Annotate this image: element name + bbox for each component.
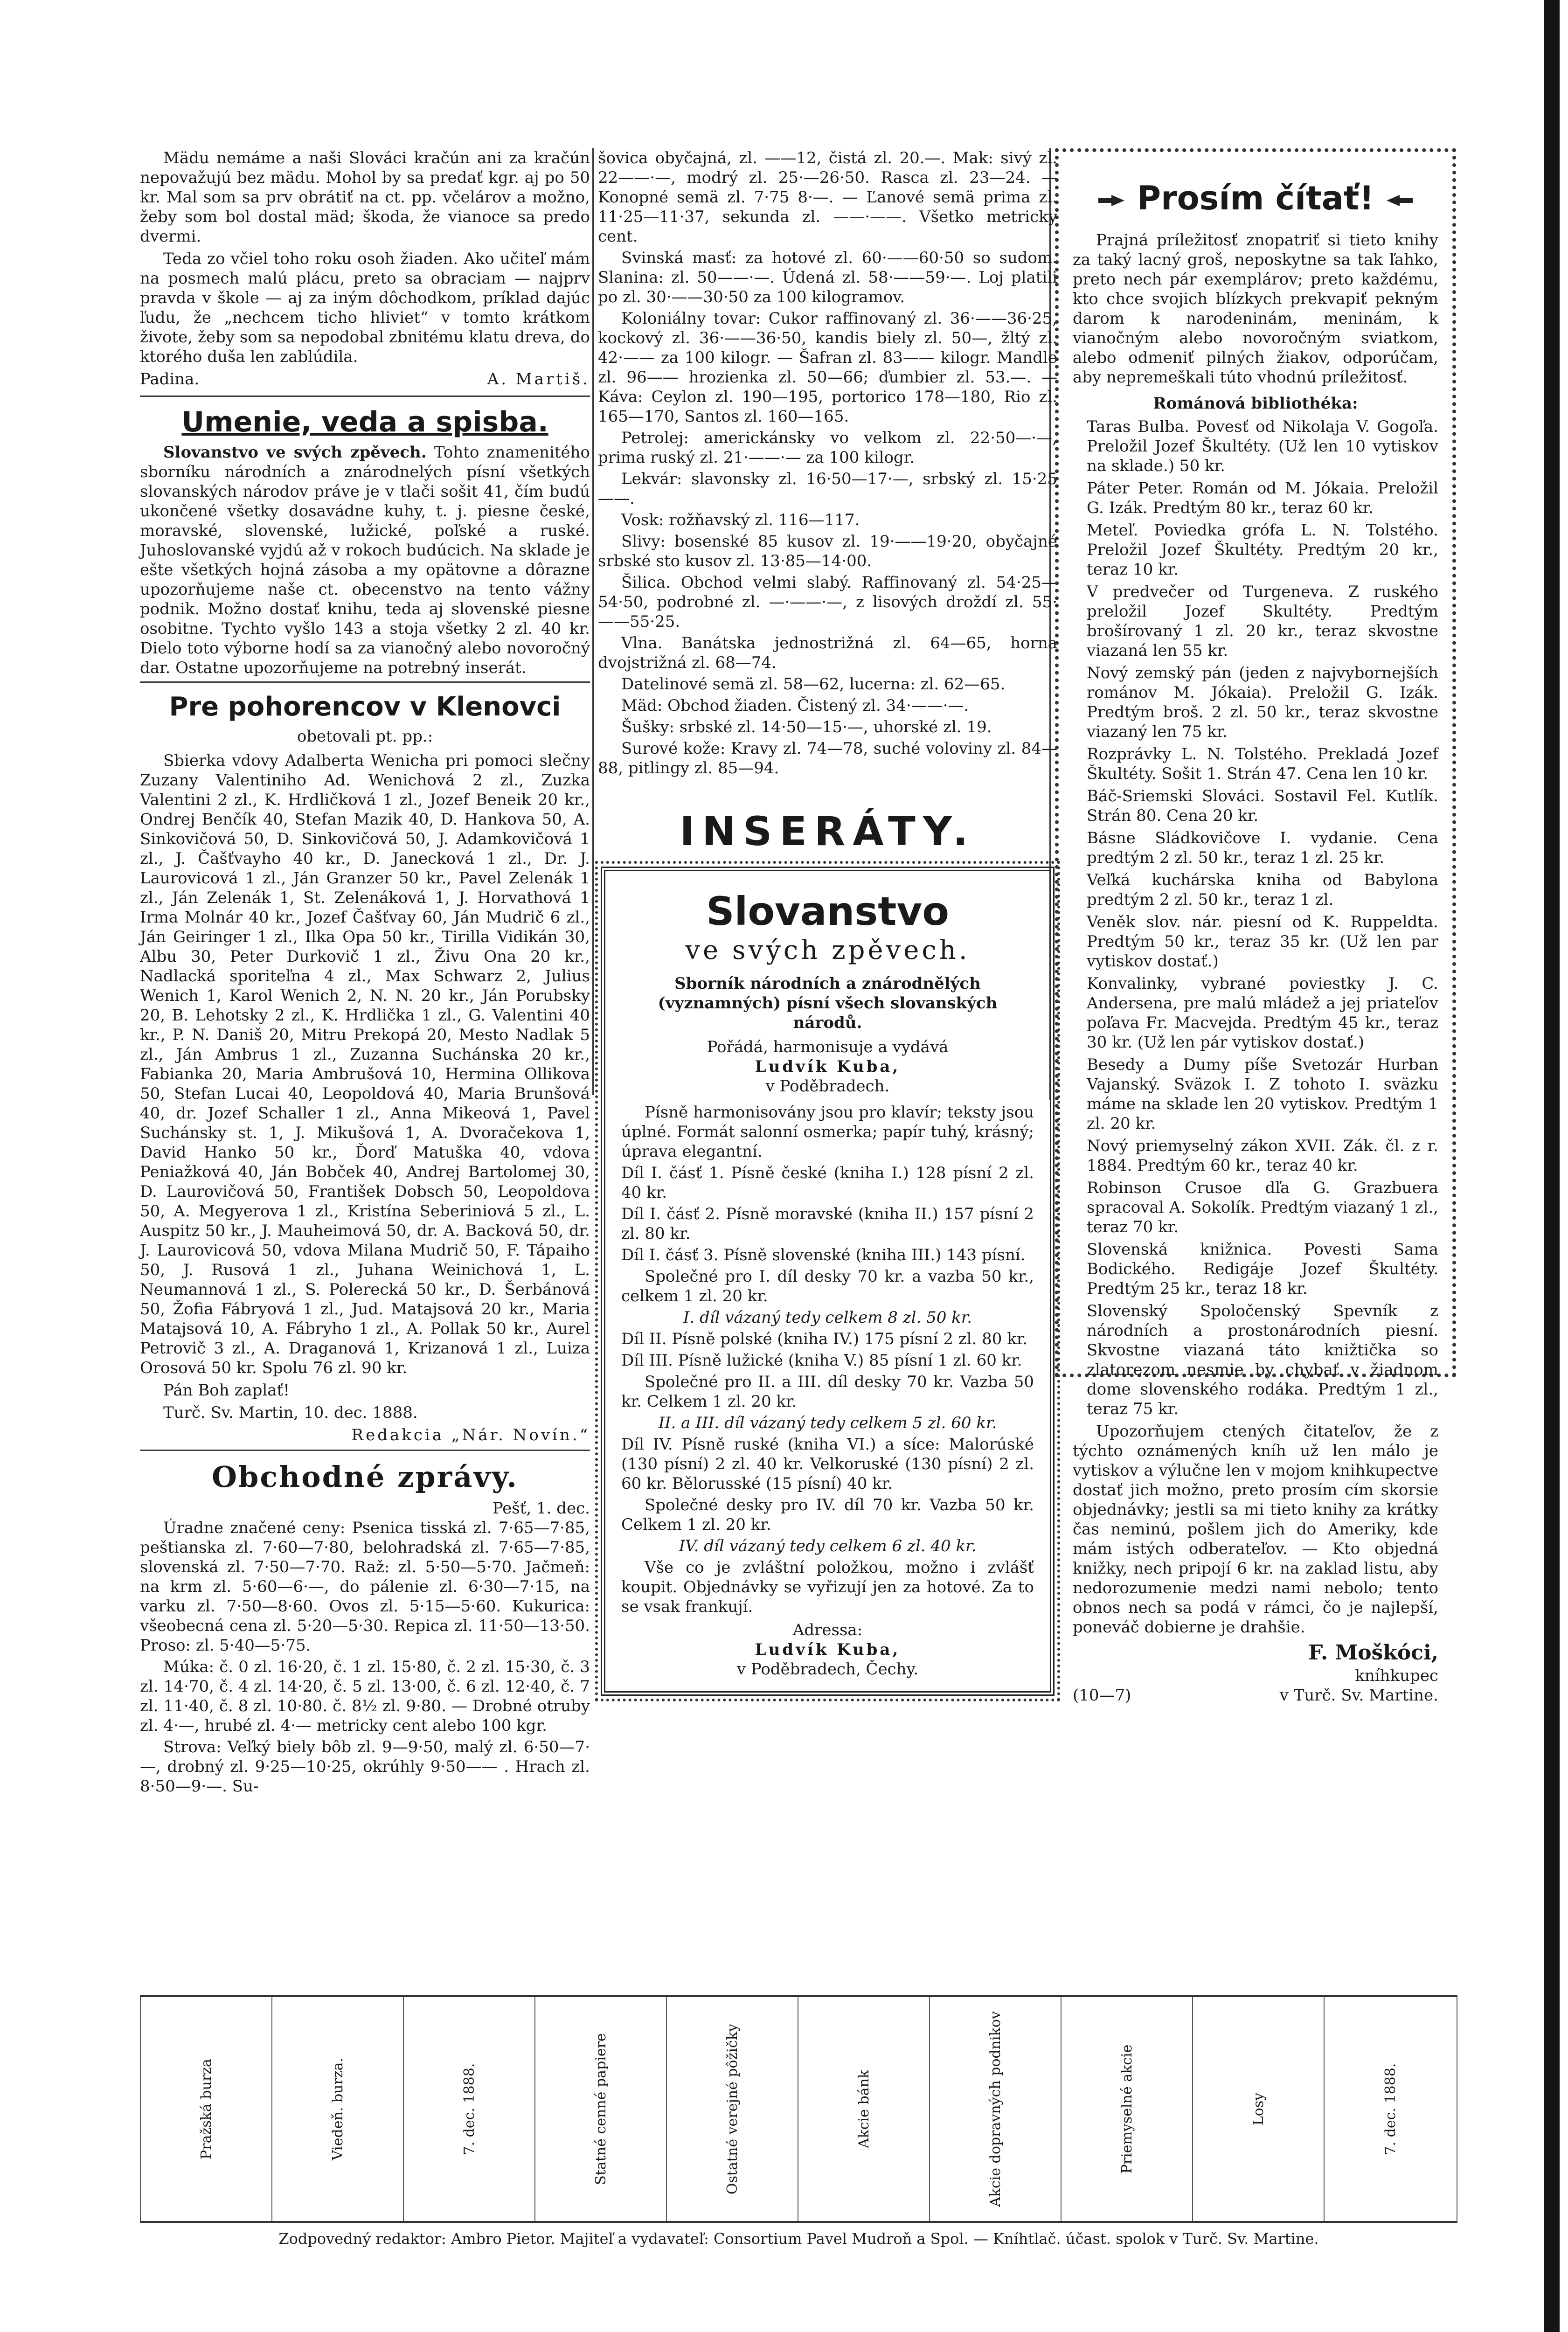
market-paragraph: Mäd: Obchod žiaden. Čistený zl. 34·——·—. <box>621 696 969 715</box>
ad-part: Díl I. čásť 2. Písně moravské (kniha II.) 157 písní 2 zl. 80 kr. <box>621 1205 1034 1243</box>
ad-description: Sborník národních a znárodnělých (vyznamných) písní všech slovanských národů. <box>658 974 998 1032</box>
catalog-item: Veľká kuchárska kniha od Babylona predtým 2 zl. 50 kr., teraz 1 zl. <box>1087 871 1438 909</box>
library-title: Románová bibliothéka: <box>1153 394 1358 413</box>
stock-table <box>140 1995 1457 2223</box>
column-right <box>1055 148 1456 1705</box>
ad-subtitle: ve svých zpěvech. <box>685 935 970 965</box>
imprint-footer: Zodpovedný redaktor: Ambro Pietor. Majiteľ a vydavateľ: Consortium Pavel Mudroň a Spol. — Kníhtlač. účast. spolok v Turč. Sv. Martine. <box>278 2230 1319 2248</box>
catalog-item: Báč-Sriemski Slováci. Sostavil Fel. Kutlík. Strán 80. Cena 20 kr. <box>1087 787 1438 825</box>
market-paragraph: Úradne značené ceny: Psenica tisská zl. 7·65—7·85, peštianska zl. 7·60—7·80, belohradská zl. 7·65—7·85, slovenská zl. 7·50—7·70. Raž: zl. 5·50—5·70. Jačmeň: na krm zl. 5·60—6·—, do pálenie zl. 6·30—7·15, na varku zl. 7·50—8·60. Ovos zl. 5·15—5·60. Kukurica: všeobecná cena zl. 5·20—5·30. Repica zl. 11·50—13·50. Proso: zl. 5·40—5·75. <box>140 1519 590 1655</box>
stock-table-header: 7. dec. 1888. <box>461 2063 478 2155</box>
ad-part: Společné pro II. a III. díl desky 70 kr. Vazba 50 kr. Celkem 1 zl. 20 kr. <box>621 1373 1034 1411</box>
section-divider <box>140 681 590 683</box>
catalog-item: V predvečer od Turgeneva. Z ruského preložil Jozef Skultéty. Predtým brošírovaný 1 zl. 20 kr., teraz skvostne viazaná len 55 kr. <box>1087 583 1438 660</box>
stock-table-column <box>798 1997 930 2221</box>
market-paragraph: Strova: Veľký biely bôb zl. 9—9·50, malý zl. 6·50—7·—, drobný zl. 9·25—10·25, okrúhly 9·50—— . Hrach zl. 8·50—9·—. Su- <box>140 1738 590 1796</box>
ad-part: Díl III. Písně lužické (kniha V.) 85 písní 1 zl. 60 kr. <box>621 1351 1022 1370</box>
column-middle <box>598 148 1057 1696</box>
section-divider <box>140 1450 590 1451</box>
market-paragraph: Svinská masť: za hotové zl. 60·——60·50 so sudom. Slanina: zl. 50——·—. Údená zl. 58·——59·—. Loj platili po zl. 30·——30·50 za 100 kilogramov. <box>598 249 1057 306</box>
ad-address-name: Ludvík Kuba, <box>755 1640 901 1659</box>
market-paragraph: Slivy: bosenské 85 kusov zl. 19·——19·20, obyčajné srbské sto kusov zl. 13·85—14·00. <box>598 532 1057 570</box>
ad-part: Díl I. čásť 3. Písně slovenské (kniha III.) 143 písní. <box>621 1246 1026 1264</box>
umenie-title: Umenie, veda a spisba. <box>181 406 548 438</box>
pohorencov-sig-name: Redakcia „Nár. Novín.“ <box>351 1426 590 1444</box>
stock-table-header: 7. dec. 1888. <box>1382 2063 1399 2155</box>
ad-editor-intro: Pořádá, harmonisuje a vydává <box>707 1038 949 1056</box>
ad-address-place: v Poděbradech, Čechy. <box>736 1660 919 1679</box>
stock-table-column <box>666 1997 798 2221</box>
slovanstvo-ad <box>601 867 1055 1696</box>
pohorencov-sig-place: Turč. Sv. Martin, 10. dec. 1888. <box>163 1403 418 1422</box>
intro-paragraph: Teda zo včiel toho roku osoh žiaden. Ako učiteľ mám na posmech malú plácu, preto sa obraciam — najprv pravda v škole — aj za iným dôchodkom, príklad dajúc ľudu, že „nechcem ticho hliviet“ v tomto krátkom živote, žeby som sa nepodobal zbnitému klatu dreva, do ktorého duša len zablúdila. <box>140 250 590 366</box>
stock-table-column <box>1061 1997 1193 2221</box>
pointing-hand-icon <box>1097 193 1125 208</box>
ad-part: Díl IV. Písně ruské (kniha VI.) a síce: Malorúské (130 písní) 2 zl. 40 kr. Velkoruské (130 písní) 2 zl. 60 kr. Bělorusské (15 písní) 40 kr. <box>621 1435 1034 1493</box>
ad-sign-name: F. Moškóci, <box>1308 1641 1438 1665</box>
stock-table-header: Pražská burza <box>198 2059 215 2159</box>
market-paragraph: Šušky: srbské zl. 14·50—15·—, uhorské zl. 19. <box>621 718 992 736</box>
prosim-title-text: Prosím čítať! <box>1137 179 1374 217</box>
ad-part: Společné desky pro IV. díl 70 kr. Vazba 50 kr. Celkem 1 zl. 20 kr. <box>621 1496 1034 1534</box>
ad-title: Slovanstvo <box>706 888 949 934</box>
stock-table-column <box>1324 1997 1457 2221</box>
obchodne-place: Pešť, 1. dec. <box>492 1499 590 1518</box>
ad-editor-place: v Poděbradech. <box>765 1077 890 1096</box>
stock-table-header: Akcie bánk <box>856 2069 872 2149</box>
notice-text: Upozorňujem ctených čitateľov, že z týchto oznámených kníh už len málo je vytiskov a výlučne len v mojom knihkupectve dostať jich možno, preto prosím cím skorsie objednávky; jestli sa mi tieto knihy za krátky čas neminú, pošlem jich do Ameriky, kde mám istých odberateľov. — Kto objedná knižky, nech pripojí 6 kr. na zaklad listu, aby nedorozumenie medzi nami nebolo; tento obnos nech sa podá v rámci, čo je najlepší, poneváč dobierne je drahšie. <box>1073 1422 1438 1637</box>
market-paragraph: šovica obyčajná, zl. ——12, čistá zl. 20.—. Mak: sivý zl. 22——·—, modrý zl. 25·—26·50. Rasca zl. 23—24. — Konopné semä zl. 7·75 8·—. — Ľanové semä prima zl. 11·25—11·37, sekunda zl. ——·——. Všetko metricky cent. <box>598 149 1057 246</box>
catalog-item: Nový zemský pán (jeden z najvybornejších románov M. Jókaia). Preložil G. Izák. Predtým broš. 2 zl. 50 kr., teraz skvostne viazaný len 75 kr. <box>1087 664 1438 741</box>
stock-table-column <box>534 1997 667 2221</box>
stock-table-column <box>929 1997 1062 2221</box>
market-paragraph: Datelinové semä zl. 58—62, lucerna: zl. 62—65. <box>621 675 1006 694</box>
ad-part: Díl I. čásť 1. Písně české (kniha I.) 128 písní 2 zl. 40 kr. <box>621 1164 1034 1202</box>
catalog-item: Besedy a Dumy píše Svetozár Hurban Vajanský. Sväzok I. Z tohoto I. sväzku máme na sklade len 20 vytiskov. Predtým 1 zl. 20 kr. <box>1087 1055 1438 1133</box>
catalog-item: Básne Sládkovičove I. vydanie. Cena predtým 2 zl. 50 kr., teraz 1 zl. 25 kr. <box>1087 829 1438 867</box>
column-rule-left <box>592 148 594 1095</box>
catalog-item: Slovenská knižnica. Povesti Sama Bodického. Redigáje Jozef Škultéty. Predtým 25 kr., teraz 18 kr. <box>1087 1240 1438 1298</box>
ad-sign-place: v Turč. Sv. Martine. <box>1279 1686 1438 1705</box>
catalog-item: Konvalinky, vybrané poviestky J. C. Andersena, pre malú mládež a jej priateľov poľava Fr. Macvejda. Predtým 45 kr., teraz 30 kr. (Už len pár vytiskov dostať.) <box>1087 974 1438 1052</box>
ad-part: Díl II. Písně polské (kniha IV.) 175 písní 2 zl. 80 kr. <box>621 1330 1028 1348</box>
catalog-item: Veněk slov. nár. piesní od K. Ruppeldta. Predtým 50 kr., teraz 35 kr. (Už len par vytiskov dostať.) <box>1087 913 1438 971</box>
page-edge <box>1544 0 1560 2332</box>
market-paragraph: Vosk: rožňavský zl. 116—117. <box>621 511 860 529</box>
market-paragraph: Vlna. Banátska jednostrižná zl. 64—65, horna dvojstrižná zl. 68—74. <box>598 634 1057 672</box>
stock-table-header: Akcie dopravných podnikov <box>987 2011 1004 2207</box>
stock-table-column <box>140 1997 272 2221</box>
inserate-title: INSERÁTY. <box>680 808 976 855</box>
prosim-title <box>1073 177 1438 219</box>
stock-table-header: Ostatné verejné pôžičky <box>724 2024 741 2194</box>
ad-part: Společné pro I. díl desky 70 kr. a vazba 50 kr., celkem 1 zl. 20 kr. <box>621 1267 1034 1305</box>
stock-table-column <box>271 1997 404 2221</box>
market-paragraph: Surové kože: Kravy zl. 74—78, suché voloviny zl. 84—88, pitlingy zl. 85—94. <box>598 739 1057 777</box>
stock-table-header: Statné cenné papiere <box>593 2033 609 2185</box>
prosim-text: Prajná príležitosť znopatriť si tieto knihy za taký lacný groš, neposkytne sa tak ľahko, preto nech pár exemplárov; preto každému, kto chce svojich blízkych prekvapiť pekným darom k narodeninám, meninám, k vianočným alebo novoročným sviatkom, alebo odmeniť pilných žiakov, odporúčam, aby nepremeškali túto vhodnú príležitosť. <box>1073 231 1438 387</box>
ad-description-2: Písně harmonisovány jsou pro klavír; teksty jsou úplné. Formát salonní osmerka; papír tuhý, krásný; úprava elegantní. <box>621 1103 1034 1161</box>
ad-part: II. a III. díl vázaný tedy celkem 5 zl. 60 kr. <box>658 1414 997 1432</box>
ad-address-label: Adressa: <box>792 1621 863 1639</box>
pohorencov-sub: obetovali pt. pp.: <box>297 727 433 746</box>
catalog-item: Slovenský Spoločenský Spevník z národních a prostonárodních piesní. Skvostne viazaná táto knižtička so zlatorezom nesmie by chybať v žiadnom dome slovenského rodáka. Predtým 1 zl., teraz 75 kr. <box>1087 1302 1438 1418</box>
market-paragraph: Šilica. Obchod velmi slabý. Raffinovaný zl. 54·25—54·50, podrobné zl. —·——·—, z lisových droždí zl. 55·——55·25. <box>598 573 1057 631</box>
stock-table-column <box>403 1997 535 2221</box>
umenie-lead: Slovanstvo ve svých zpěvech. <box>163 443 427 462</box>
intro-sig-name: A. Martiš. <box>487 370 590 389</box>
ad-sign-role: kníhkupec <box>1355 1666 1438 1685</box>
ad-part: I. díl vázaný tedy celkem 8 zl. 50 kr. <box>683 1308 972 1327</box>
intro-paragraph: Mädu nemáme a naši Slováci kračún ani za kračún nepovažujú bez mädu. Mohol by sa predať kgr. aj po 50 kr. Mal som sa prv obrátiť na ct. pp. včelárov a možno, žeby som bol dostal mäd; škoda, že vianoce sa predo dvermi. <box>140 149 590 246</box>
market-paragraph: Lekvár: slavonsky zl. 16·50—17·—, srbský zl. 15·25——. <box>598 470 1057 508</box>
intro-signature <box>140 369 590 389</box>
stock-table-header: Viedeň. burza. <box>330 2058 346 2160</box>
obchodne-title: Obchodné zprávy. <box>212 1460 518 1494</box>
pointing-hand-icon <box>1386 193 1414 208</box>
intro-sig-place: Padina. <box>140 370 200 389</box>
catalog-item: Páter Peter. Román od M. Jókaia. Preložil G. Izák. Predtým 80 kr., teraz 60 kr. <box>1087 479 1438 517</box>
bookseller-ad <box>1055 148 1456 1705</box>
pohorencov-text: Sbierka vdovy Adalberta Wenicha pri pomoci slečny Zuzany Valentiniho Ad. Wenichová 2 zl., Zuzka Valentini 2 zl., K. Hrdličková 1 zl., Jozef Beneik 20 kr., Ondrej Benčík 40, Stefan Mazik 40, D. Hankova 50, A. Sinkovičová 50, D. Sinkovičová 50, J. Adamkovičová 1 zl., J. Čašťvayho 40 kr., D. Janecková 1 zl., Dr. J. Laurovicová 1 zl., Ján Granzer 50 kr., Pavel Zelenák 1 zl., Ján Zelenák 1, St. Zelenáková 1, J. Horvathová 1 Irma Molnár 40 kr., Jozef Čašťvay 60, Ján Mudrič 6 zl., Ján Geiringer 1 zl., Ilka Opa 50 kr., Tirilla Vidikán 30, Albu 30, Peter Durkovič 1 zl., Živu Ona 20 kr., Nadlacká sporiteľna 4 zl., Max Schwarz 2, Julius Wenich 1, Karol Wenich 2, N. N. 20 kr., Ján Porubsky 20, B. Lehotsky 2 zl., K. Hrdlička 1 zl., G. Valentini 40 kr., P. N. Daniš 20, Mitru Prekopá 20, Mesto Nadlak 5 zl., Ján Ambrus 1 zl., Zuzanna Suchánska 20 kr., Fabianka 20, Maria Ambrušová 10, Hermina Ollikova 50, Stefan Lucai 40, Leopoldová 40, Maria Brunšová 40, dr. Jozef Schaller 1 zl., Anna Mikeová 1, Pavel Suchánsky st. 1, J. Mikušová 1, A. Dvoračekova 1, David Hanko 50 kr., Ďorď Matuška 40, vdova Peniažková 40, Ján Bobček 40, Andrej Bartolomej 30, D. Laurovičová 50, František Dobsch 50, Leopoldova 50, A. Megyerova 1 zl., Kristína Seberiniová 5 zl., L. Auspitz 50 kr., J. Mauheimová 50, dr. A. Backová 50, dr. J. Laurovicová 50, vdova Milana Mudrič 50, F. Tápaiho 50, J. Rusová 1 zl., Juhana Weinichová 1, L. Neumannová 1 zl., S. Polerecká 50 kr., D. Šerbánová 50, Žofia Fábryová 1 zl., Jud. Matajsová 20 kr., Maria Matajsová 10, A. Fábryho 1 zl., A. Pollak 50 kr., Aurel Petrovič 3 zl., A. Draganová 1, Krizanová 1 zl., Luiza Orosová 50 kr. Spolu 76 zl. 90 kr. <box>140 751 590 1377</box>
stock-table-header: Losy <box>1250 2092 1267 2126</box>
catalog-item: Rozprávky L. N. Tolstého. Prekladá Jozef Škultéty. Sošit 1. Strán 47. Cena len 10 kr. <box>1087 745 1438 783</box>
market-paragraph: Petrolej: americkánsky vo velkom zl. 22·50—·—, prima ruský zl. 21·——·— za 100 kilogr. <box>598 429 1057 467</box>
catalog-item: Nový priemyselný zákon XVII. Zák. čl. z r. 1884. Predtým 60 kr., teraz 40 kr. <box>1087 1137 1438 1175</box>
ad-part: IV. díl vázaný tedy celkem 6 zl. 40 kr. <box>679 1537 977 1555</box>
catalog-item: Meteľ. Poviedka grófa L. N. Tolstého. Preložil Jozef Škultéty. Predtým 20 kr., teraz 10 kr. <box>1087 521 1438 579</box>
catalog-item: Taras Bulba. Povesť od Nikolaja V. Gogoľa. Preložil Jozef Škultéty. (Už len 10 vytiskov na sklade.) 50 kr. <box>1087 417 1438 475</box>
pohorencov-thanks: Pán Boh zaplať! <box>163 1381 290 1400</box>
column-left <box>140 148 590 1798</box>
market-paragraph: Koloniálny tovar: Cukor raffinovaný zl. 36·——36·25, kockový zl. 36·——36·50, kandis biely zl. 50—, žltý zl. 42·—— za 100 kilogr. — Šafran zl. 83—— kilogr. Mandle zl. 96—— hrozienka zl. 50—66; ďumbier zl. 53.—. — Káva: Ceylon zl. 190—195, portorico 178—180, Rio zl. 165—170, Santos zl. 160—165. <box>598 309 1057 426</box>
ad-part: Vše co je zvláštní položkou, možno i zvlášť koupit. Objednávky se vyřizují jen za hotové. Za to se vsak frankují. <box>621 1558 1034 1616</box>
pohorencov-title: Pre pohorencov v Klenovci <box>169 692 561 722</box>
ad-editor: Ludvík Kuba, <box>755 1057 901 1076</box>
stock-table-column <box>1192 1997 1325 2221</box>
catalog-item: Robinson Crusoe dľa G. Grazbuera spracoval A. Sokolík. Predtým viazaný 1 zl., teraz 70 kr. <box>1087 1179 1438 1236</box>
ad-sign-line <box>1073 1686 1438 1705</box>
umenie-text: Tohto znamenitého sborníku národních a znárodnelých písní všetkých slovanských národov práve je v tlači sošit 41, čím budú ukončené všetky dosavádne kuhy, t. j. piesne české, moravské, slovenské, lužické, poľské a ruské. Juhoslovanské vyjdú až v rokoch budúcich. Na sklade je ešte všetkých hojná zásoba a my opätovne a dôrazne upozorňujeme naše ct. obecenstvo na tento vážny podnik. Možno dostať knihu, teda aj slovenské piesne osobitne. Tychto vyšlo 143 a stoja všetky 2 zl. 40 kr. Dielo toto výborne hodí sa za vianočný alebo novoročný dar. Ostatne upozorňujeme na potrebný inserát. <box>140 443 590 677</box>
market-paragraph: Múka: č. 0 zl. 16·20, č. 1 zl. 15·80, č. 2 zl. 15·30, č. 3 zl. 14·70, č. 4 zl. 14·20, č. 5 zl. 13·00, č. 6 zl. 12·40, č. 7 zl. 11·40, č. 8 zl. 10·80. č. 8½ zl. 9·80. — Drobné otruby zl. 4·—, hrubé zl. 4·— metricky cent alebo 100 kgr. <box>140 1658 590 1735</box>
ad-sign-code: (10—7) <box>1073 1686 1131 1705</box>
stock-table-header: Priemyselné akcie <box>1119 2044 1135 2174</box>
section-divider <box>140 396 590 397</box>
